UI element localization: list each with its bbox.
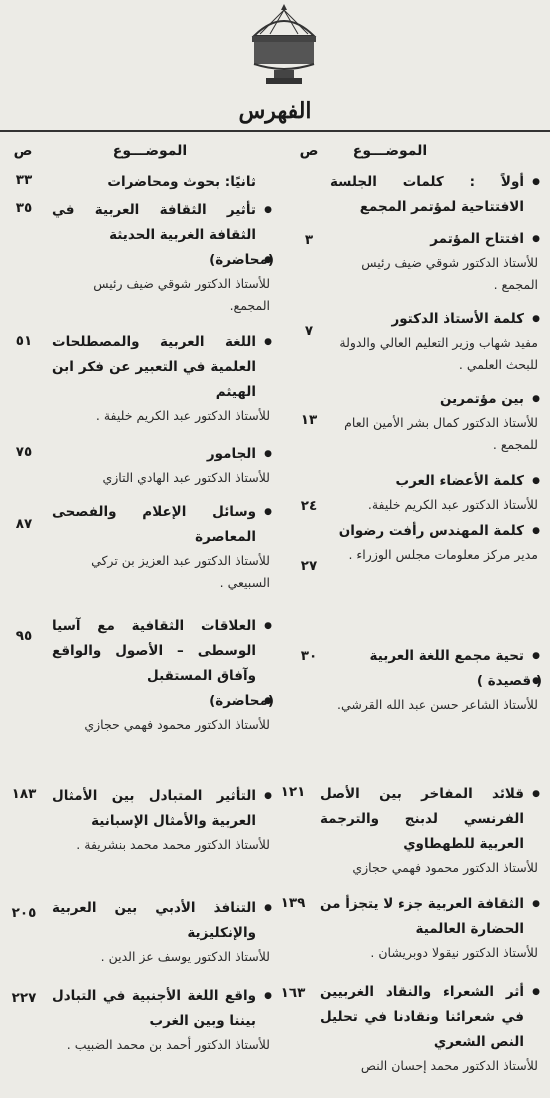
toc-page-number: ٣ bbox=[304, 232, 314, 248]
toc-entry-title: ● افتتاح المؤتمر bbox=[330, 227, 542, 252]
toc-right-column-lower bbox=[305, 644, 542, 774]
toc-entry-author: للأستاذ الدكتور عبد الكريم خليفة . bbox=[95, 408, 270, 423]
toc-left-column-bottom bbox=[52, 784, 274, 1094]
toc-entry-author: للأستاذ الدكتور يوسف عز الدين . bbox=[100, 949, 270, 964]
toc-entry-title: ● العلاقات الثقافية مع آسيا الوسطى – الأصول والواقع وآفاق المستقبل bbox=[52, 614, 274, 689]
toc-entry[interactable] bbox=[52, 614, 274, 750]
toc-entry-author: للأستاذ الشاعر حسن عبد الله القرشي. bbox=[336, 697, 538, 712]
toc-entry-author: للأستاذ الدكتور شوقي ضيف رئيس المجمع. bbox=[93, 276, 270, 313]
toc-entry-note: ● (محاضرة) bbox=[52, 689, 274, 714]
toc-page-number: ٣٣ bbox=[15, 172, 33, 188]
toc-entry[interactable] bbox=[320, 980, 542, 1080]
toc-entry[interactable] bbox=[52, 984, 274, 1094]
toc-entry[interactable] bbox=[305, 644, 542, 774]
toc-page-number: ٨٧ bbox=[15, 516, 33, 532]
title-divider bbox=[0, 130, 550, 132]
toc-entry-title: ● أثر الشعراء والنقاد الغربيين في شعرائنا ونقادنا في تحليل النص الشعري bbox=[320, 980, 542, 1055]
toc-entry[interactable] bbox=[52, 784, 274, 896]
toc-entry-title: ● أولاً : كلمات الجلسة الافتتاحية لمؤتمر المجمع bbox=[330, 170, 542, 220]
toc-entry-author: للأستاذ الدكتور محمود فهمي حجازي bbox=[84, 717, 270, 732]
header-page-right: ص bbox=[299, 143, 319, 159]
toc-entry-title: ● الجامور bbox=[52, 442, 274, 467]
toc-entry-title: ● التأثير المتبادل بين الأمثال العربية والأمثال الإسبانية bbox=[52, 784, 274, 834]
toc-page-number: ١٣٩ bbox=[280, 895, 306, 911]
toc-entry-title: ● التنافذ الأدبي بين العربية والإنكليزية bbox=[52, 896, 274, 946]
toc-page-number: ٧٥ bbox=[15, 444, 33, 460]
toc-entry-author: للأستاذ الدكتور عبد الكريم خليفة. bbox=[367, 497, 538, 512]
toc-page-number: ٩٥ bbox=[15, 628, 33, 644]
toc-entry-title: ● كلمة الأعضاء العرب bbox=[330, 469, 542, 494]
toc-page-number: ٣٠ bbox=[300, 648, 318, 664]
toc-entry-note: ● ( قصيدة ) bbox=[305, 669, 542, 694]
toc-entry[interactable] bbox=[320, 892, 542, 980]
toc-page-number: ١٦٣ bbox=[280, 985, 306, 1001]
toc-entry-title: ثانيًا: بحوث ومحاضرات bbox=[107, 174, 256, 190]
toc-entry-title: ● الثقافة العربية جزء لا يتجزأ من الحضارة العالمية bbox=[320, 892, 542, 942]
toc-entry[interactable] bbox=[330, 227, 542, 307]
toc-page-number: ١٢١ bbox=[280, 784, 306, 800]
toc-entry[interactable] bbox=[330, 307, 542, 387]
toc-entry[interactable] bbox=[52, 500, 274, 614]
academy-emblem-icon bbox=[244, 0, 324, 92]
toc-entry[interactable] bbox=[320, 782, 542, 892]
page-title: الفهرس bbox=[238, 98, 312, 124]
toc-entry[interactable] bbox=[52, 198, 274, 330]
toc-entry[interactable] bbox=[330, 469, 542, 519]
toc-entry-note: ● (محاضرة) bbox=[52, 248, 274, 273]
toc-entry-title: ● وسائل الإعلام والفصحى المعاصرة bbox=[52, 500, 274, 550]
toc-entry-author: مدير مركز معلومات مجلس الوزراء . bbox=[348, 547, 538, 562]
toc-entry-title: ● بين مؤتمرين bbox=[330, 387, 542, 412]
header-topic-right: الموضـــوع bbox=[352, 143, 428, 159]
toc-page-number: ٢٧ bbox=[300, 558, 318, 574]
toc-entry-author: للأستاذ الدكتور محمد محمد بنشريفة . bbox=[76, 837, 270, 852]
toc-entry-title: ● واقع اللغة الأجنبية في التبادل بيننا وبين الغرب bbox=[52, 984, 274, 1034]
toc-page-number: ٢٠٥ bbox=[11, 905, 37, 921]
toc-entry-title: ● كلمة المهندس رأفت رضوان bbox=[330, 519, 542, 544]
toc-page-number: ٧ bbox=[304, 323, 314, 339]
toc-page-number: ٥١ bbox=[15, 333, 33, 349]
toc-page-number: ١٨٣ bbox=[11, 786, 37, 802]
toc-entry-author: للأستاذ الدكتور كمال بشر الأمين العام للمجمع . bbox=[344, 415, 538, 452]
toc-left-column bbox=[52, 170, 274, 750]
toc-entry-title: ● تحية مجمع اللغة العربية bbox=[305, 644, 542, 669]
toc-page-number: ٢٤ bbox=[300, 498, 318, 514]
toc-entry-author: للأستاذ الدكتور محمود فهمي حجازي bbox=[352, 860, 538, 875]
toc-entry[interactable] bbox=[330, 387, 542, 469]
toc-entry[interactable] bbox=[52, 442, 274, 500]
header-page-left: ص bbox=[13, 143, 33, 159]
toc-entry-author: للأستاذ الدكتور عبد الهادي التازي bbox=[102, 470, 270, 485]
toc-entry-author: للأستاذ الدكتور محمد إحسان النص bbox=[360, 1058, 538, 1073]
toc-entry[interactable] bbox=[330, 170, 542, 227]
toc-entry-title: ● كلمة الأستاذ الدكتور bbox=[330, 307, 542, 332]
toc-entry-author: للأستاذ الدكتور شوقي ضيف رئيس المجمع . bbox=[361, 255, 538, 292]
toc-entry[interactable] bbox=[52, 330, 274, 442]
toc-page-number: ٣٥ bbox=[15, 200, 33, 216]
header-topic-left: الموضـــوع bbox=[112, 143, 188, 159]
toc-entry-title: ● تأثير الثقافة العربية في الثقافة الغربية الحديثة bbox=[52, 198, 274, 248]
toc-entry-title: ● قلائد المفاخر بين الأصل الفرنسي لدبنج والترجمة العربية للطهطاوي bbox=[320, 782, 542, 857]
toc-entry[interactable] bbox=[52, 896, 274, 984]
toc-page-number: ٢٢٧ bbox=[11, 990, 37, 1006]
toc-right-column-bottom bbox=[320, 782, 542, 1080]
toc-entry-author: للأستاذ الدكتور نيقولا دوبريشان . bbox=[370, 945, 538, 960]
toc-entry-title: ● اللغة العربية والمصطلحات العلمية في التعبير عن فكر ابن الهيثم bbox=[52, 330, 274, 405]
toc-entry-author: للأستاذ الدكتور عبد العزيز بن تركي السبيعي . bbox=[91, 553, 270, 590]
toc-entry[interactable] bbox=[330, 519, 542, 614]
toc-right-column bbox=[330, 170, 542, 614]
toc-entry-author: للأستاذ الدكتور أحمد بن محمد الضبيب . bbox=[66, 1037, 270, 1052]
toc-section-heading[interactable] bbox=[52, 170, 274, 198]
toc-page-number: ١٣ bbox=[300, 412, 318, 428]
toc-entry-author: مفيد شهاب وزير التعليم العالي والدولة للبحث العلمي . bbox=[339, 335, 538, 372]
